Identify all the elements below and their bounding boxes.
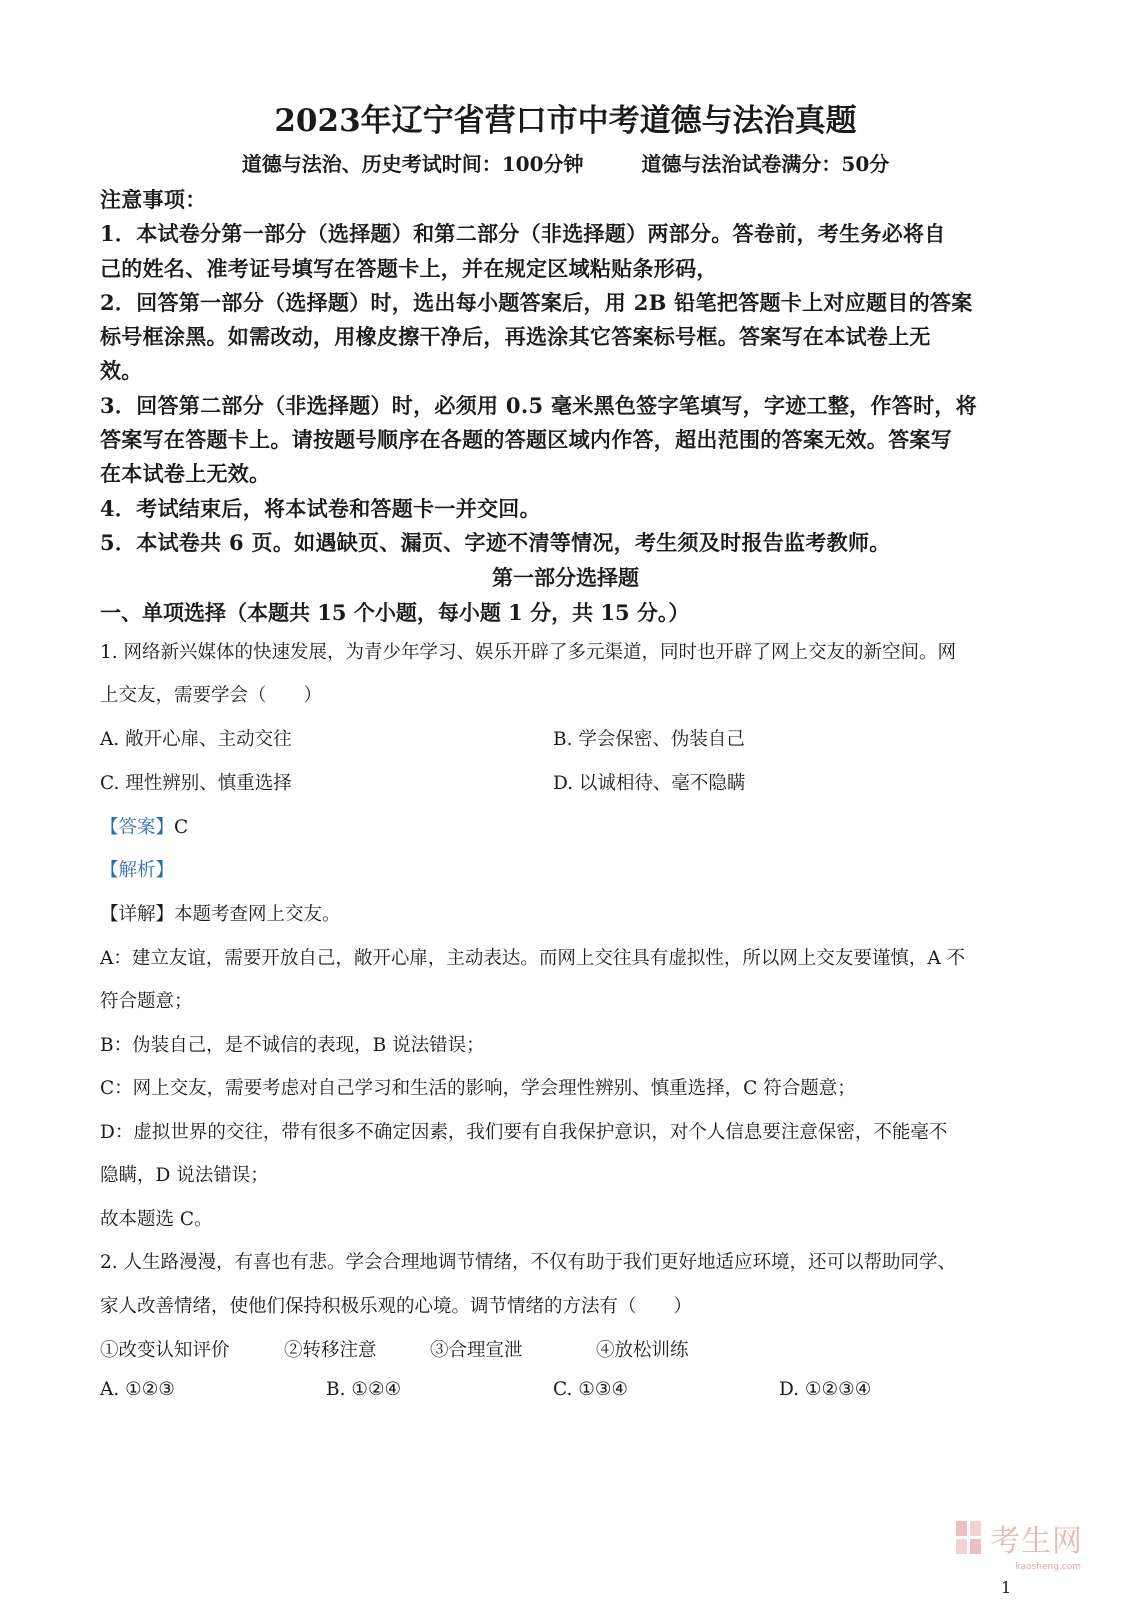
note-line: 标号框涂黑。如需改动，用橡皮擦干净后，再选涂其它答案标号框。答案写在本试卷上无 [100,324,931,349]
q2-item-1: ①改变认知评价 [100,1340,230,1361]
q1-stem-cont: 上交友，需要学会（ ） [100,685,323,706]
q1-answer [100,813,188,839]
note-line: 答案写在答题卡上。请按题号顺序在各题的答题区域内作答，超出范围的答案无效。答案写 [100,427,952,452]
exam-info [0,148,1131,177]
exam-full-score: 道德与法治试卷满分：50分 [641,152,890,176]
answer-label: 【答案】 [100,817,175,838]
note-line: 4．考试结束后，将本试卷和答题卡一并交回。 [100,496,541,521]
q1-explain-d-cont: 隐瞒，D 说法错误； [100,1165,269,1186]
notes-heading: 注意事项： [100,187,207,212]
q2-stem-cont: 家人改善情绪，使他们保持积极乐观的心境。调节情绪的方法有（ ） [100,1296,693,1317]
note-line: 在本试卷上无效。 [100,461,271,486]
q1-explain-c: C：网上交友，需要考虑对自己学习和生活的影响，学会理性辨别、慎重选择，C 符合题意； [100,1078,856,1099]
q1-explain-a-cont: 符合题意； [100,991,193,1012]
q2-option-a: A. ①②③ [100,1379,175,1400]
q1-conclusion: 故本题选 C。 [100,1209,213,1230]
section-heading: 一、单项选择（本题共 15 个小题，每小题 1 分，共 15 分。） [100,600,690,625]
q1-option-d: D. 以诚相待、毫不隐瞒 [553,773,746,794]
q1-detail: 【详解】本题考查网上交友。 [100,904,341,925]
part-heading: 第一部分选择题 [492,565,639,590]
note-line: 1．本试卷分第一部分（选择题）和第二部分（非选择题）两部分。答卷前，考生务必将自 [100,221,946,246]
q2-option-c: C. ①③④ [553,1379,629,1400]
exam-time: 道德与法治、历史考试时间：100分钟 [241,152,584,176]
brand-mark-icon [956,1519,984,1557]
q2-option-b: B. ①②④ [326,1379,402,1400]
note-line: 己的姓名、准考证号填写在答题卡上，并在规定区域粘贴条形码， [100,256,718,281]
q1-explain-b: B：伪装自己，是不诚信的表现，B 说法错误； [100,1035,485,1056]
answer-value: C [174,817,189,838]
watermark-brand: 考生网 [990,1524,1083,1559]
note-line: 5．本试卷共 6 页。如遇缺页、漏页、字迹不清等情况，考生须及时报告监考教师。 [100,530,891,555]
q2-option-d: D. ①②③④ [779,1379,872,1400]
q2-stem: 2. 人生路漫漫，有喜也有悲。学会合理地调节情绪，不仅有助于我们更好地适应环境，还可以帮助同学、 [100,1252,957,1273]
q1-analysis-label: 【解析】 [100,860,175,881]
q2-item-2: ②转移注意 [284,1340,377,1361]
page-title: 2023年辽宁省营口市中考道德与法治真题 [274,103,857,139]
q1-option-a: A. 敞开心扉、主动交往 [100,729,292,750]
watermark-url: kaosheng.com [1015,1562,1081,1572]
q1-stem: 1. 网络新兴媒体的快速发展，为青少年学习、娱乐开辟了多元渠道，同时也开辟了网上交友的新空间。网 [100,642,957,663]
note-line: 2．回答第一部分（选择题）时，选出每小题答案后，用 2B 铅笔把答题卡上对应题目的答案 [100,290,973,315]
q1-explain-a: A：建立友谊，需要开放自己，敞开心扉，主动表达。而网上交往具有虚拟性，所以网上交友要谨慎，A 不 [100,948,966,969]
note-line: 效。 [100,358,143,383]
watermark-logo [956,1516,1083,1560]
q1-option-b: B. 学会保密、伪装自己 [553,729,745,750]
note-line: 3．回答第二部分（非选择题）时，必须用 0.5 毫米黑色签字笔填写，字迹工整，作答时，将 [100,393,977,418]
q1-option-c: C. 理性辨别、慎重选择 [100,773,292,794]
page-number: 1 [1001,1578,1012,1597]
q2-item-4: ④放松训练 [596,1340,689,1361]
q2-item-3: ③合理宣泄 [430,1340,523,1361]
q1-explain-d: D：虚拟世界的交往，带有很多不确定因素，我们要有自我保护意识，对个人信息要注意保密，不能毫不 [100,1122,948,1143]
